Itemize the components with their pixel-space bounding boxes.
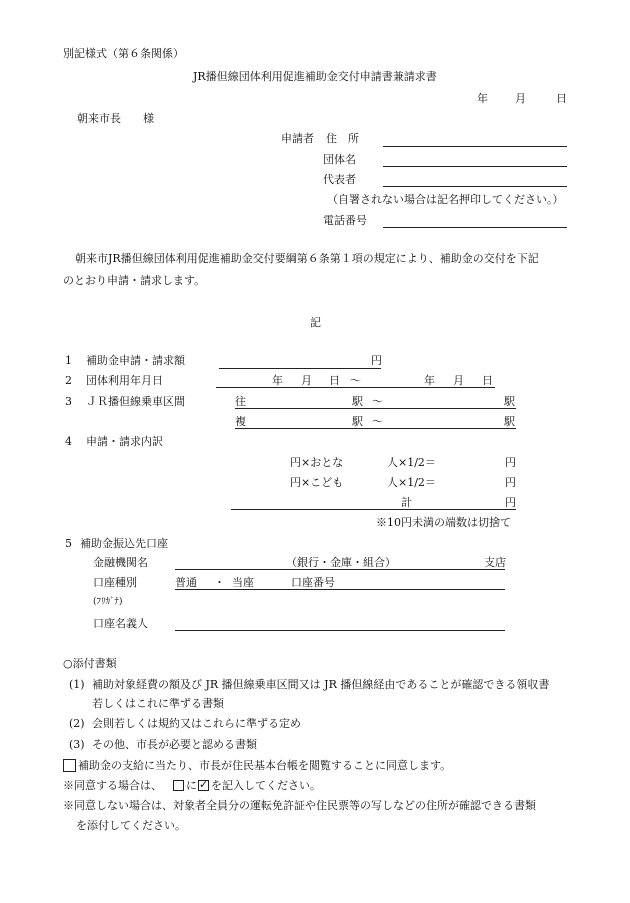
item4-child-yen: 円 <box>505 476 516 489</box>
attachment-3-number: (3) <box>69 738 85 751</box>
representative-line[interactable] <box>383 186 567 187</box>
item2-month2-label: 月 <box>453 374 464 387</box>
item4-label: 申請・請求内訳 <box>86 435 163 448</box>
account-holder-line[interactable] <box>175 630 505 631</box>
item4-child-label: 円×こども <box>290 476 344 489</box>
consent-note-2-line-1: ※同意しない場合は、対象者全員分の運転免許証や住民票等の写しなどの住所が確認できる書類 <box>63 799 536 812</box>
date-month-label: 月 <box>515 92 526 105</box>
item4-child-persons: 人×1/2＝ <box>387 476 436 489</box>
item3-number: 3 <box>65 395 72 408</box>
attachment-1-line-1: 補助対象経費の額及び JR 播但線乗車区間又は JR 播但線経由であることが確認できる領収書 <box>92 678 550 691</box>
furigana-label: (ﾌﾘｶﾞﾅ) <box>93 597 123 607</box>
account-holder-label: 口座名義人 <box>93 617 148 630</box>
account-type-futsu[interactable]: 普通 <box>175 576 197 589</box>
bank-name-line[interactable] <box>175 569 505 570</box>
item2-year2-label: 年 <box>424 374 435 387</box>
item2-number: 2 <box>65 374 72 387</box>
account-type-label: 口座種別 <box>93 576 137 589</box>
item3-return-end-station-label: 駅 <box>504 415 515 428</box>
item3-return-tilde: ～ <box>372 415 383 428</box>
consent-checkbox[interactable] <box>63 759 76 772</box>
attachment-2: 会則若しくは規約又はこれらに準ずる定め <box>92 717 301 730</box>
addressee: 朝来市長 様 <box>77 112 154 125</box>
applicant-label: 申請者 <box>281 132 314 145</box>
item2-month-label: 月 <box>301 374 312 387</box>
attachment-3: その他、市長が必要と認める書類 <box>92 738 257 751</box>
item4-total-label: 計 <box>401 496 412 509</box>
address-label: 住 所 <box>326 132 359 145</box>
consent-note-2-line-2: を添付してください。 <box>76 819 186 832</box>
consent-note-1-b: に <box>186 779 197 792</box>
item4-number: 4 <box>65 435 72 448</box>
consent-note-1-c: を記入してください。 <box>211 779 321 792</box>
branch-label: 支店 <box>484 556 506 569</box>
attachments-title: ○添付書類 <box>63 657 117 670</box>
bank-name-label: 金融機関名 <box>93 556 148 569</box>
body-paragraph-line-2: のとおり申請・請求します。 <box>63 274 206 287</box>
item2-year-label: 年 <box>272 374 283 387</box>
item4-total-line[interactable] <box>231 509 516 510</box>
item2-label: 団体利用年月日 <box>86 374 163 387</box>
item3-outbound-line[interactable] <box>235 408 516 409</box>
item3-return-label: 複 <box>235 415 246 428</box>
account-line[interactable] <box>175 589 505 590</box>
date-year-label: 年 <box>477 92 488 105</box>
item4-adult-yen: 円 <box>505 456 516 469</box>
item4-adult-persons: 人×1/2＝ <box>387 456 436 469</box>
date-day-label: 日 <box>556 92 567 105</box>
signature-note: （自署されない場合は記名押印してください。） <box>327 193 564 206</box>
item2-tilde: ～ <box>350 374 361 387</box>
account-number-label: 口座番号 <box>291 576 335 589</box>
item1-label: 補助金申請・請求額 <box>86 354 185 367</box>
item4-total-yen: 円 <box>505 496 516 509</box>
item3-return-line[interactable] <box>235 428 516 429</box>
group-name-label: 団体名 <box>323 153 356 166</box>
account-type-separator: ・ <box>214 576 225 589</box>
item3-outbound-station-label: 駅 <box>352 395 363 408</box>
check-mark-icon: ✓ <box>199 778 209 791</box>
representative-label: 代表者 <box>323 173 356 186</box>
item1-number: 1 <box>65 354 72 367</box>
address-line[interactable] <box>383 146 567 147</box>
form-reference: 別記様式（第６条関係） <box>63 47 184 60</box>
item2-day2-label: 日 <box>482 374 493 387</box>
body-paragraph-line-1: 朝来市JR播但線団体利用促進補助金交付要綱第６条第１項の規定により、補助金の交付を下記 <box>75 252 539 265</box>
item3-outbound-end-station-label: 駅 <box>504 395 515 408</box>
item5-label: 補助金振込先口座 <box>80 537 168 550</box>
item3-return-station-label: 駅 <box>352 415 363 428</box>
consent-note-1-a: ※同意する場合は、 <box>63 779 162 792</box>
attachment-1-line-2: 若しくはこれに準ずる書類 <box>92 697 224 710</box>
item3-outbound-tilde: ～ <box>372 395 383 408</box>
attachment-2-number: (2) <box>69 717 85 730</box>
item1-amount-line[interactable] <box>219 368 381 369</box>
ki-heading: 記 <box>310 316 321 329</box>
bank-types: （銀行・金庫・組合） <box>286 556 396 569</box>
account-type-touza[interactable]: 当座 <box>232 576 254 589</box>
page-title: JR播但線団体利用促進補助金交付申請書兼請求書 <box>193 70 437 83</box>
attachment-1-number: (1) <box>69 678 85 691</box>
phone-line[interactable] <box>383 227 567 228</box>
item2-date-line[interactable] <box>216 387 495 388</box>
item3-label: ＪＲ播但線乗車区間 <box>86 395 185 408</box>
group-name-line[interactable] <box>383 166 567 167</box>
item4-rounding-note: ※10円未満の端数は切捨て <box>376 516 511 529</box>
phone-label: 電話番号 <box>323 214 367 227</box>
item1-yen-unit: 円 <box>371 354 382 367</box>
item2-day-label: 日 <box>329 374 340 387</box>
item5-number: 5 <box>65 537 72 550</box>
consent-text: 補助金の支給に当たり、市長が住民基本台帳を閲覧することに同意します。 <box>78 759 452 772</box>
empty-box-icon <box>173 780 184 791</box>
item3-outbound-label: 往 <box>235 395 246 408</box>
item4-adult-label: 円×おとな <box>290 456 344 469</box>
